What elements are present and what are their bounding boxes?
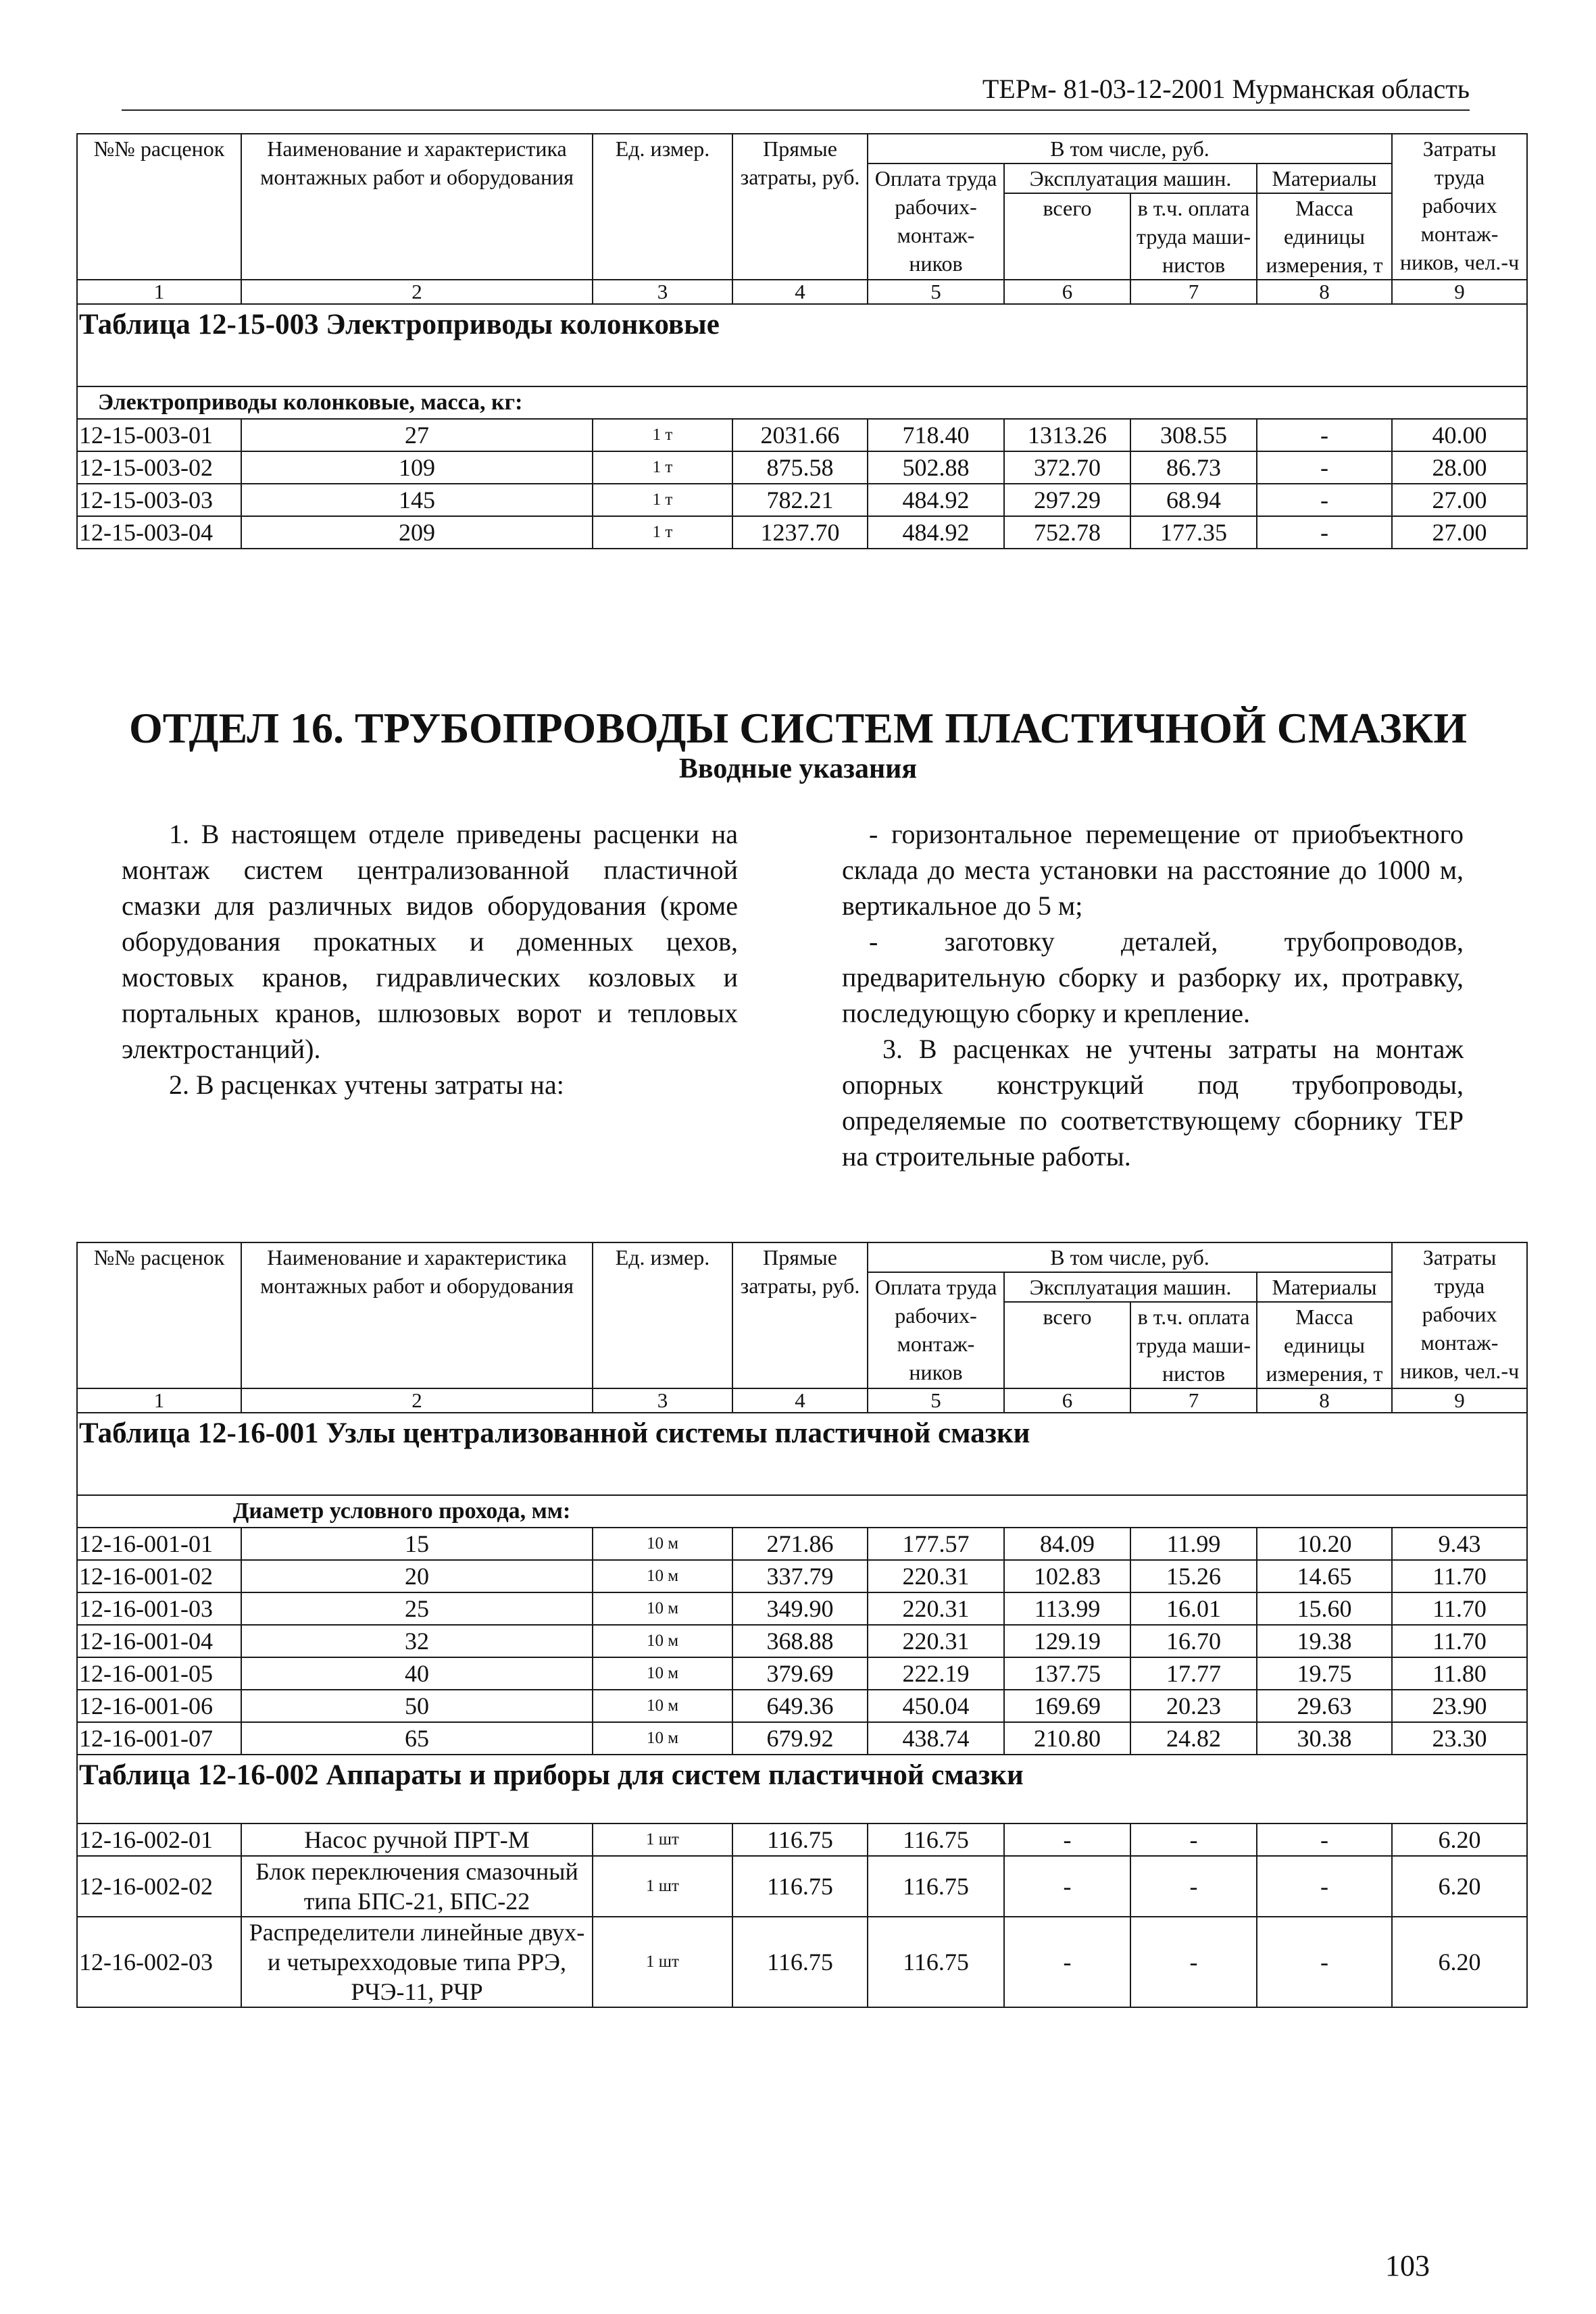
col-number: 6	[1004, 1388, 1130, 1413]
cell-unit-mass: 19.75	[1257, 1657, 1392, 1690]
col-number: 7	[1130, 280, 1257, 304]
col-header-machines: Эксплуатация машин.	[1004, 1272, 1257, 1302]
table-row	[77, 1917, 1527, 2007]
cell-labor-hours: 6.20	[1392, 1856, 1527, 1917]
cell-rate-code: 12-16-001-01	[77, 1528, 241, 1560]
col-header-machinist-pay: в т.ч. оплата труда маши-нистов	[1130, 193, 1257, 280]
cell-item-name: 25	[241, 1592, 593, 1625]
col-header-unit-mass: Масса единицы измерения, т	[1257, 193, 1392, 280]
cell-item-name: 50	[241, 1690, 593, 1722]
col-header-unit: Ед. измер.	[593, 134, 732, 280]
cell-labor-pay: 116.75	[868, 1856, 1004, 1917]
table-row	[77, 1823, 1527, 1856]
cell-unit-mass: 10.20	[1257, 1528, 1392, 1560]
cell-item-name: 65	[241, 1722, 593, 1755]
cell-unit: 10 м	[593, 1528, 732, 1560]
col-header-machinist-pay: в т.ч. оплата труда маши-нистов	[1130, 1302, 1257, 1388]
col-header-materials: Материалы	[1257, 1272, 1392, 1302]
col-header-code: №№ расценок	[77, 134, 241, 280]
cell-unit: 10 м	[593, 1560, 732, 1592]
table-body	[77, 1528, 1527, 1755]
intro-left-column	[122, 816, 738, 1103]
cell-labor-pay: 177.57	[868, 1528, 1004, 1560]
cell-machinist-pay: 308.55	[1130, 419, 1257, 451]
cell-unit: 1 шт	[593, 1856, 732, 1917]
col-number: 3	[593, 280, 732, 304]
cell-unit-mass: 15.60	[1257, 1592, 1392, 1625]
cell-unit-mass: -	[1257, 484, 1392, 516]
col-number: 2	[241, 280, 593, 304]
cell-labor-hours: 9.43	[1392, 1528, 1527, 1560]
cell-unit: 1 шт	[593, 1823, 732, 1856]
table-body	[77, 1823, 1527, 2007]
cell-direct-costs: 379.69	[732, 1657, 868, 1690]
cell-unit-mass: -	[1257, 516, 1392, 549]
cell-machine-costs: 84.09	[1004, 1528, 1130, 1560]
cell-unit: 1 т	[593, 516, 732, 549]
page-number: 103	[1385, 2249, 1430, 2282]
cell-item-name: Распределители линейные двух- и четырехходовые типа РРЭ, РЧЭ-11, РЧР	[241, 1917, 593, 2007]
cell-labor-pay: 220.31	[868, 1592, 1004, 1625]
col-header-direct-costs: Прямые затраты, руб.	[732, 1242, 868, 1388]
col-number: 4	[732, 280, 868, 304]
cell-item-name: 209	[241, 516, 593, 549]
cell-unit-mass: -	[1257, 1823, 1392, 1856]
table-subtitle: Электроприводы колонковые, масса, кг:	[77, 386, 1527, 419]
col-header-machines: Эксплуатация машин.	[1004, 164, 1257, 193]
cell-machine-costs: 129.19	[1004, 1625, 1130, 1657]
cell-labor-hours: 23.30	[1392, 1722, 1527, 1755]
table-row	[77, 451, 1527, 484]
cell-labor-pay: 222.19	[868, 1657, 1004, 1690]
cell-direct-costs: 116.75	[732, 1823, 868, 1856]
col-header-machines-total: всего	[1004, 1302, 1130, 1388]
cell-direct-costs: 349.90	[732, 1592, 868, 1625]
col-number: 4	[732, 1388, 868, 1413]
cell-labor-hours: 11.70	[1392, 1592, 1527, 1625]
running-header: ТЕРм- 81-03-12-2001 Мурманская область	[122, 73, 1470, 111]
col-number: 8	[1257, 280, 1392, 304]
cell-unit: 1 т	[593, 484, 732, 516]
table-title: Таблица 12-16-002 Аппараты и приборы для систем пластичной смазки	[77, 1755, 1527, 1823]
intro-paragraph: 3. В расценках не учтены затраты на монтаж опорных конструкций под трубопроводы, определяемые по соответствующему сборнику ТЕР на строительные работы.	[842, 1034, 1464, 1172]
col-header-name: Наименование и характеристика монтажных работ и оборудования	[241, 1242, 593, 1388]
cell-labor-pay: 438.74	[868, 1722, 1004, 1755]
cell-rate-code: 12-15-003-03	[77, 484, 241, 516]
cell-machine-costs: -	[1004, 1823, 1130, 1856]
col-header-unit: Ед. измер.	[593, 1242, 732, 1388]
rates-table-12-16	[76, 1242, 1528, 2008]
table-row	[77, 1657, 1527, 1690]
table-row	[77, 1592, 1527, 1625]
cell-machine-costs: 113.99	[1004, 1592, 1130, 1625]
cell-machinist-pay: 86.73	[1130, 451, 1257, 484]
cell-direct-costs: 271.86	[732, 1528, 868, 1560]
cell-machinist-pay: 15.26	[1130, 1560, 1257, 1592]
cell-labor-pay: 718.40	[868, 419, 1004, 451]
cell-unit-mass: 30.38	[1257, 1722, 1392, 1755]
cell-machinist-pay: 24.82	[1130, 1722, 1257, 1755]
cell-rate-code: 12-16-001-07	[77, 1722, 241, 1755]
cell-machine-costs: 1313.26	[1004, 419, 1130, 451]
cell-machine-costs: 372.70	[1004, 451, 1130, 484]
cell-labor-hours: 23.90	[1392, 1690, 1527, 1722]
cell-direct-costs: 368.88	[732, 1625, 868, 1657]
cell-unit: 10 м	[593, 1625, 732, 1657]
cell-rate-code: 12-15-003-02	[77, 451, 241, 484]
cell-direct-costs: 1237.70	[732, 516, 868, 549]
cell-direct-costs: 649.36	[732, 1690, 868, 1722]
col-header-name: Наименование и характеристика монтажных работ и оборудования	[241, 134, 593, 280]
col-header-unit-mass: Масса единицы измерения, т	[1257, 1302, 1392, 1388]
cell-rate-code: 12-16-001-04	[77, 1625, 241, 1657]
cell-direct-costs: 337.79	[732, 1560, 868, 1592]
cell-item-name: Насос ручной ПРТ-М	[241, 1823, 593, 1856]
cell-labor-hours: 6.20	[1392, 1917, 1527, 2007]
cell-machinist-pay: 11.99	[1130, 1528, 1257, 1560]
table-row	[77, 484, 1527, 516]
cell-item-name: 145	[241, 484, 593, 516]
cell-labor-pay: 502.88	[868, 451, 1004, 484]
col-number: 5	[868, 1388, 1004, 1413]
cell-rate-code: 12-16-002-03	[77, 1917, 241, 2007]
table-row	[77, 419, 1527, 451]
col-number: 2	[241, 1388, 593, 1413]
cell-item-name: 109	[241, 451, 593, 484]
table-body	[77, 419, 1527, 549]
cell-machine-costs: 752.78	[1004, 516, 1130, 549]
col-number: 9	[1392, 280, 1527, 304]
cell-unit: 10 м	[593, 1722, 732, 1755]
cell-labor-pay: 116.75	[868, 1823, 1004, 1856]
table-title: Таблица 12-15-003 Электроприводы колонковые	[77, 304, 1527, 386]
col-header-including: В том числе, руб.	[868, 1242, 1392, 1272]
cell-rate-code: 12-15-003-04	[77, 516, 241, 549]
col-number: 3	[593, 1388, 732, 1413]
cell-machinist-pay: 20.23	[1130, 1690, 1257, 1722]
col-header-direct-costs: Прямые затраты, руб.	[732, 134, 868, 280]
cell-direct-costs: 116.75	[732, 1856, 868, 1917]
col-number: 5	[868, 280, 1004, 304]
rates-table-12-15-003	[76, 133, 1528, 549]
table-row	[77, 1856, 1527, 1917]
table-title: Таблица 12-16-001 Узлы централизованной системы пластичной смазки	[77, 1413, 1527, 1495]
table-row	[77, 1625, 1527, 1657]
cell-machine-costs: 137.75	[1004, 1657, 1130, 1690]
cell-labor-pay: 484.92	[868, 516, 1004, 549]
col-number: 6	[1004, 280, 1130, 304]
cell-rate-code: 12-16-002-02	[77, 1856, 241, 1917]
cell-machinist-pay: 68.94	[1130, 484, 1257, 516]
intro-paragraph: 2. В расценках учтены затраты на:	[169, 1070, 564, 1100]
table-row	[77, 1690, 1527, 1722]
table-row	[77, 516, 1527, 549]
col-number: 8	[1257, 1388, 1392, 1413]
cell-unit: 1 т	[593, 451, 732, 484]
cell-item-name: 20	[241, 1560, 593, 1592]
col-header-labor: Затраты труда рабочих монтаж-ников, чел.-ч	[1392, 1242, 1527, 1388]
section-title: ОТДЕЛ 16. ТРУБОПРОВОДЫ СИСТЕМ ПЛАСТИЧНОЙ СМАЗКИ	[129, 704, 1467, 752]
cell-unit: 10 м	[593, 1690, 732, 1722]
col-header-code: №№ расценок	[77, 1242, 241, 1388]
intro-paragraph: - заготовку деталей, трубопроводов, предварительную сборку и разборку их, протравку, последующую сборку и крепление.	[842, 926, 1464, 1028]
cell-unit: 10 м	[593, 1657, 732, 1690]
cell-unit-mass: -	[1257, 451, 1392, 484]
cell-labor-hours: 27.00	[1392, 516, 1527, 549]
cell-machine-costs: 169.69	[1004, 1690, 1130, 1722]
cell-direct-costs: 782.21	[732, 484, 868, 516]
cell-labor-pay: 220.31	[868, 1560, 1004, 1592]
cell-labor-pay: 484.92	[868, 484, 1004, 516]
col-number: 9	[1392, 1388, 1527, 1413]
cell-unit-mass: 29.63	[1257, 1690, 1392, 1722]
intro-right-column	[842, 816, 1464, 1174]
cell-rate-code: 12-15-003-01	[77, 419, 241, 451]
cell-labor-hours: 11.80	[1392, 1657, 1527, 1690]
cell-item-name: 15	[241, 1528, 593, 1560]
cell-machine-costs: 210.80	[1004, 1722, 1130, 1755]
cell-machinist-pay: 17.77	[1130, 1657, 1257, 1690]
cell-unit-mass: 19.38	[1257, 1625, 1392, 1657]
cell-machinist-pay: 177.35	[1130, 516, 1257, 549]
table-row	[77, 1722, 1527, 1755]
col-header-labor-pay: Оплата труда рабочих-монтаж-ников	[868, 1272, 1004, 1388]
cell-labor-hours: 11.70	[1392, 1560, 1527, 1592]
cell-direct-costs: 875.58	[732, 451, 868, 484]
cell-machinist-pay: 16.01	[1130, 1592, 1257, 1625]
cell-unit-mass: -	[1257, 1917, 1392, 2007]
table-row	[77, 1560, 1527, 1592]
cell-machine-costs: -	[1004, 1856, 1130, 1917]
cell-unit-mass: -	[1257, 1856, 1392, 1917]
cell-labor-hours: 40.00	[1392, 419, 1527, 451]
cell-rate-code: 12-16-002-01	[77, 1823, 241, 1856]
cell-labor-hours: 11.70	[1392, 1625, 1527, 1657]
cell-direct-costs: 2031.66	[732, 419, 868, 451]
cell-rate-code: 12-16-001-06	[77, 1690, 241, 1722]
cell-item-name: 40	[241, 1657, 593, 1690]
cell-direct-costs: 116.75	[732, 1917, 868, 2007]
cell-labor-hours: 6.20	[1392, 1823, 1527, 1856]
cell-rate-code: 12-16-001-03	[77, 1592, 241, 1625]
cell-machinist-pay: -	[1130, 1856, 1257, 1917]
intro-paragraph: - горизонтальное перемещение от приобъектного склада до места установки на расстояние до 1000 м, вертикальное до 5 м;	[842, 819, 1464, 921]
cell-item-name: Блок переключения смазочный типа БПС-21, БПС-22	[241, 1856, 593, 1917]
col-number: 7	[1130, 1388, 1257, 1413]
cell-machine-costs: 297.29	[1004, 484, 1130, 516]
cell-machinist-pay: -	[1130, 1823, 1257, 1856]
cell-unit: 10 м	[593, 1592, 732, 1625]
cell-direct-costs: 679.92	[732, 1722, 868, 1755]
cell-labor-pay: 116.75	[868, 1917, 1004, 2007]
cell-labor-pay: 450.04	[868, 1690, 1004, 1722]
table-row	[77, 1528, 1527, 1560]
table-subtitle: Диаметр условного прохода, мм:	[77, 1495, 1527, 1528]
cell-machinist-pay: -	[1130, 1917, 1257, 2007]
cell-labor-hours: 28.00	[1392, 451, 1527, 484]
cell-machine-costs: 102.83	[1004, 1560, 1130, 1592]
cell-rate-code: 12-16-001-05	[77, 1657, 241, 1690]
cell-rate-code: 12-16-001-02	[77, 1560, 241, 1592]
cell-machinist-pay: 16.70	[1130, 1625, 1257, 1657]
col-header-labor-pay: Оплата труда рабочих-монтаж-ников	[868, 164, 1004, 280]
cell-unit-mass: -	[1257, 419, 1392, 451]
cell-item-name: 27	[241, 419, 593, 451]
cell-labor-hours: 27.00	[1392, 484, 1527, 516]
col-header-labor: Затраты труда рабочих монтаж-ников, чел.-ч	[1392, 134, 1527, 280]
col-header-machines-total: всего	[1004, 193, 1130, 280]
col-number: 1	[77, 280, 241, 304]
intro-paragraph: 1. В настоящем отделе приведены расценки на монтаж систем централизованной пластичной смазки для различных видов оборудования (кроме оборудования прокатных и доменных цехов, мостовых кранов, гидравлических козловых и портальных кранов, шлюзовых ворот и тепловых электростанций).	[122, 819, 738, 1064]
section-subtitle: Вводные указания	[678, 753, 918, 784]
col-header-materials: Материалы	[1257, 164, 1392, 193]
cell-labor-pay: 220.31	[868, 1625, 1004, 1657]
cell-unit: 1 шт	[593, 1917, 732, 2007]
col-number: 1	[77, 1388, 241, 1413]
cell-item-name: 32	[241, 1625, 593, 1657]
cell-unit: 1 т	[593, 419, 732, 451]
cell-machine-costs: -	[1004, 1917, 1130, 2007]
cell-unit-mass: 14.65	[1257, 1560, 1392, 1592]
col-header-including: В том числе, руб.	[868, 134, 1392, 164]
